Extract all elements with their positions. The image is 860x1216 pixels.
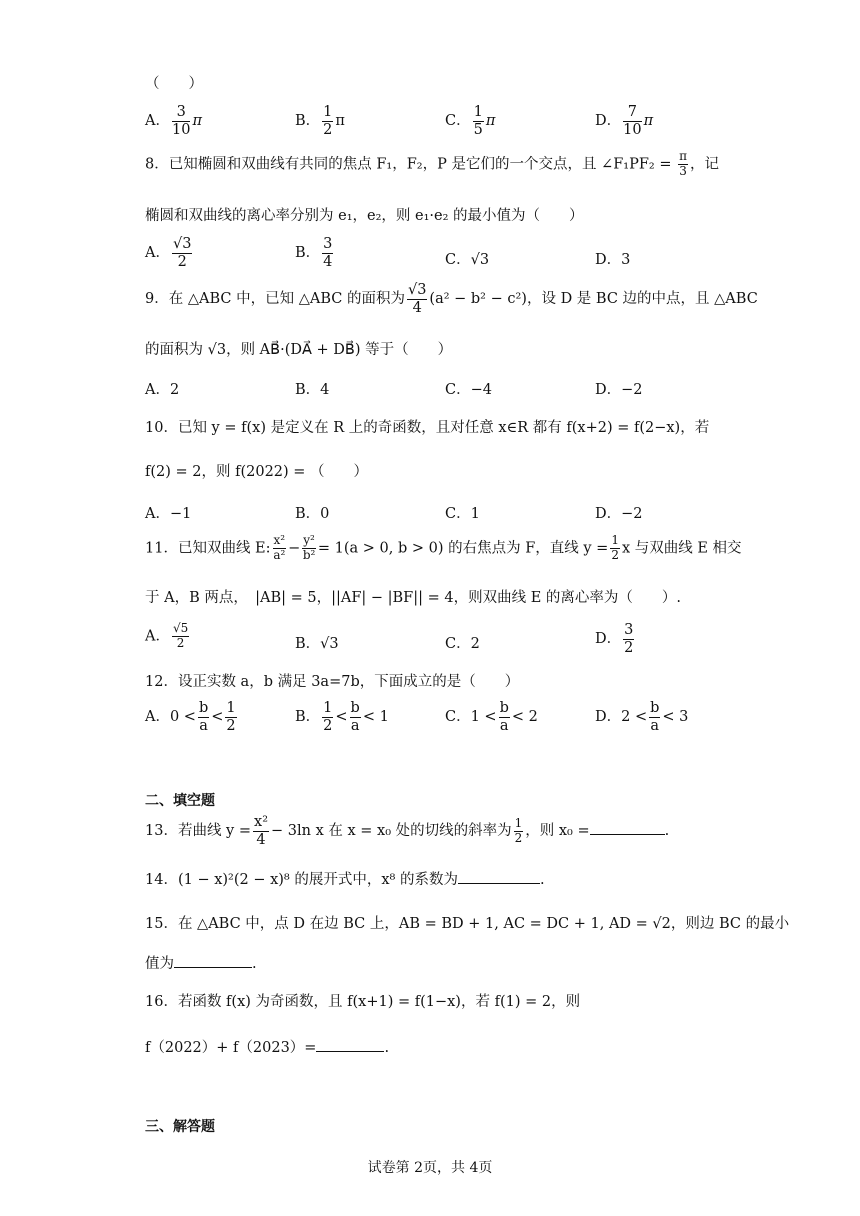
page-footer: 试卷第 2页，共 4页 xyxy=(367,1160,493,1176)
q8-option-d: D．3 xyxy=(595,252,631,268)
q15-stem-line1: 15．在 △ABC 中，点 D 在边 BC 上，AB = BD + 1, AC = DC + 1, AD = √2，则边 BC 的最小 xyxy=(145,916,790,932)
q8-option-b: B． $\frac{3}{4}$ xyxy=(295,236,333,270)
section-fill-in-heading: 二、填空题 xyxy=(145,793,215,809)
q14-stem: 14．(1 − x)²(2 − x)⁸ 的展开式中，x⁸ 的系数为 . xyxy=(145,868,545,889)
answer-blank[interactable] xyxy=(458,869,540,884)
q7-option-c: C． $\frac{1}{5}$ π xyxy=(445,104,496,138)
q11-stem-line2: 于 A，B 两点， |AB| = 5，||AF| − |BF|| = 4，则双曲线 E 的离心率为（ ）. xyxy=(145,590,682,606)
q11-stem-line1: 11．已知双曲线 E: $\frac{\text{x²}}{\text{a²}}$ − $\frac{\text{y²}}{\text{b²}}$ = 1(a > 0, b > 0) 的右焦点为 F，直线 y = $\frac{1}{2}$ x 与双曲线 E 相交 xyxy=(145,533,742,562)
q9-stem-line2: 的面积为 √3，则 AB⃗·(DA⃗ + DB⃗) 等于（ ） xyxy=(145,342,453,358)
q16-stem-line1: 16．若函数 f(x) 为奇函数，且 f(x+1) = f(1−x)，若 f(1) = 2，则 xyxy=(145,994,581,1010)
q15-stem-line2: 值为 . xyxy=(145,952,257,973)
q7-option-a: A． $\frac{3}{10}$ π xyxy=(145,104,202,138)
q12-option-c: C．1 < $\frac{b}{a}$ < 2 xyxy=(445,700,538,734)
q11-option-b: B．√3 xyxy=(295,636,339,652)
q10-option-d: D．−2 xyxy=(595,506,643,522)
q12-stem: 12．设正实数 a，b 满足 3a=7b，下面成立的是（ ） xyxy=(145,674,520,690)
q9-option-d: D．−2 xyxy=(595,382,643,398)
q10-option-a: A．−1 xyxy=(145,506,192,522)
q10-option-c: C．1 xyxy=(445,506,480,522)
answer-blank[interactable] xyxy=(590,820,665,835)
q8-stem-line1: 8．已知椭圆和双曲线有共同的焦点 F₁，F₂，P 是它们的一个交点，且 ∠F₁PF₂ = $\frac{\pi}{3}$ ，记 xyxy=(145,149,719,178)
q12-option-a: A．0 < $\frac{b}{a}$ < $\frac{1}{2}$ xyxy=(145,700,236,734)
q11-option-a: A． $\frac{√5}{2}$ xyxy=(145,621,189,650)
q7-option-b: B． $\frac{1}{2}$ π xyxy=(295,104,345,138)
q10-option-b: B．0 xyxy=(295,506,330,522)
q10-stem-line1: 10．已知 y = f(x) 是定义在 R 上的奇函数，且对任意 x∈R 都有 f(x+2) = f(2−x)，若 xyxy=(145,420,710,436)
q9-option-a: A．2 xyxy=(145,382,180,398)
q12-option-d: D．2 < $\frac{b}{a}$ < 3 xyxy=(595,700,689,734)
q8-option-c: C．√3 xyxy=(445,252,490,268)
q10-stem-line2: f(2) = 2，则 f(2022) = （ ） xyxy=(145,464,369,480)
q9-option-c: C．−4 xyxy=(445,382,492,398)
q11-option-c: C．2 xyxy=(445,636,480,652)
answer-blank[interactable] xyxy=(174,953,252,968)
q12-option-b: B． $\frac{1}{2}$ < $\frac{b}{a}$ < 1 xyxy=(295,700,389,734)
q13-stem: 13．若曲线 y = $\frac{\text{x²}}{4}$ − 3ln x 在 x = x₀ 处的切线的斜率为 $\frac{1}{2}$ ，则 x₀ = . xyxy=(145,814,670,848)
q9-option-b: B．4 xyxy=(295,382,330,398)
answer-blank[interactable] xyxy=(316,1037,384,1052)
q7-paren: （ ） xyxy=(145,76,203,92)
q9-stem-line1: 9．在 △ABC 中，已知 △ABC 的面积为 $\frac{√3}{4}$ (a² − b² − c²)，设 D 是 BC 边的中点，且 △ABC xyxy=(145,282,758,316)
q11-option-d: D． $\frac{3}{2}$ xyxy=(595,622,634,656)
q7-option-d: D． $\frac{7}{10}$ π xyxy=(595,104,654,138)
q16-stem-line2: f（2022）+ f（2023）= . xyxy=(145,1036,389,1057)
q8-option-a: A． $\frac{√3}{2}$ xyxy=(145,236,192,270)
section-solution-heading: 三、解答题 xyxy=(145,1119,215,1135)
q8-stem-line2: 椭圆和双曲线的离心率分别为 e₁，e₂，则 e₁·e₂ 的最小值为（ ） xyxy=(145,208,584,224)
